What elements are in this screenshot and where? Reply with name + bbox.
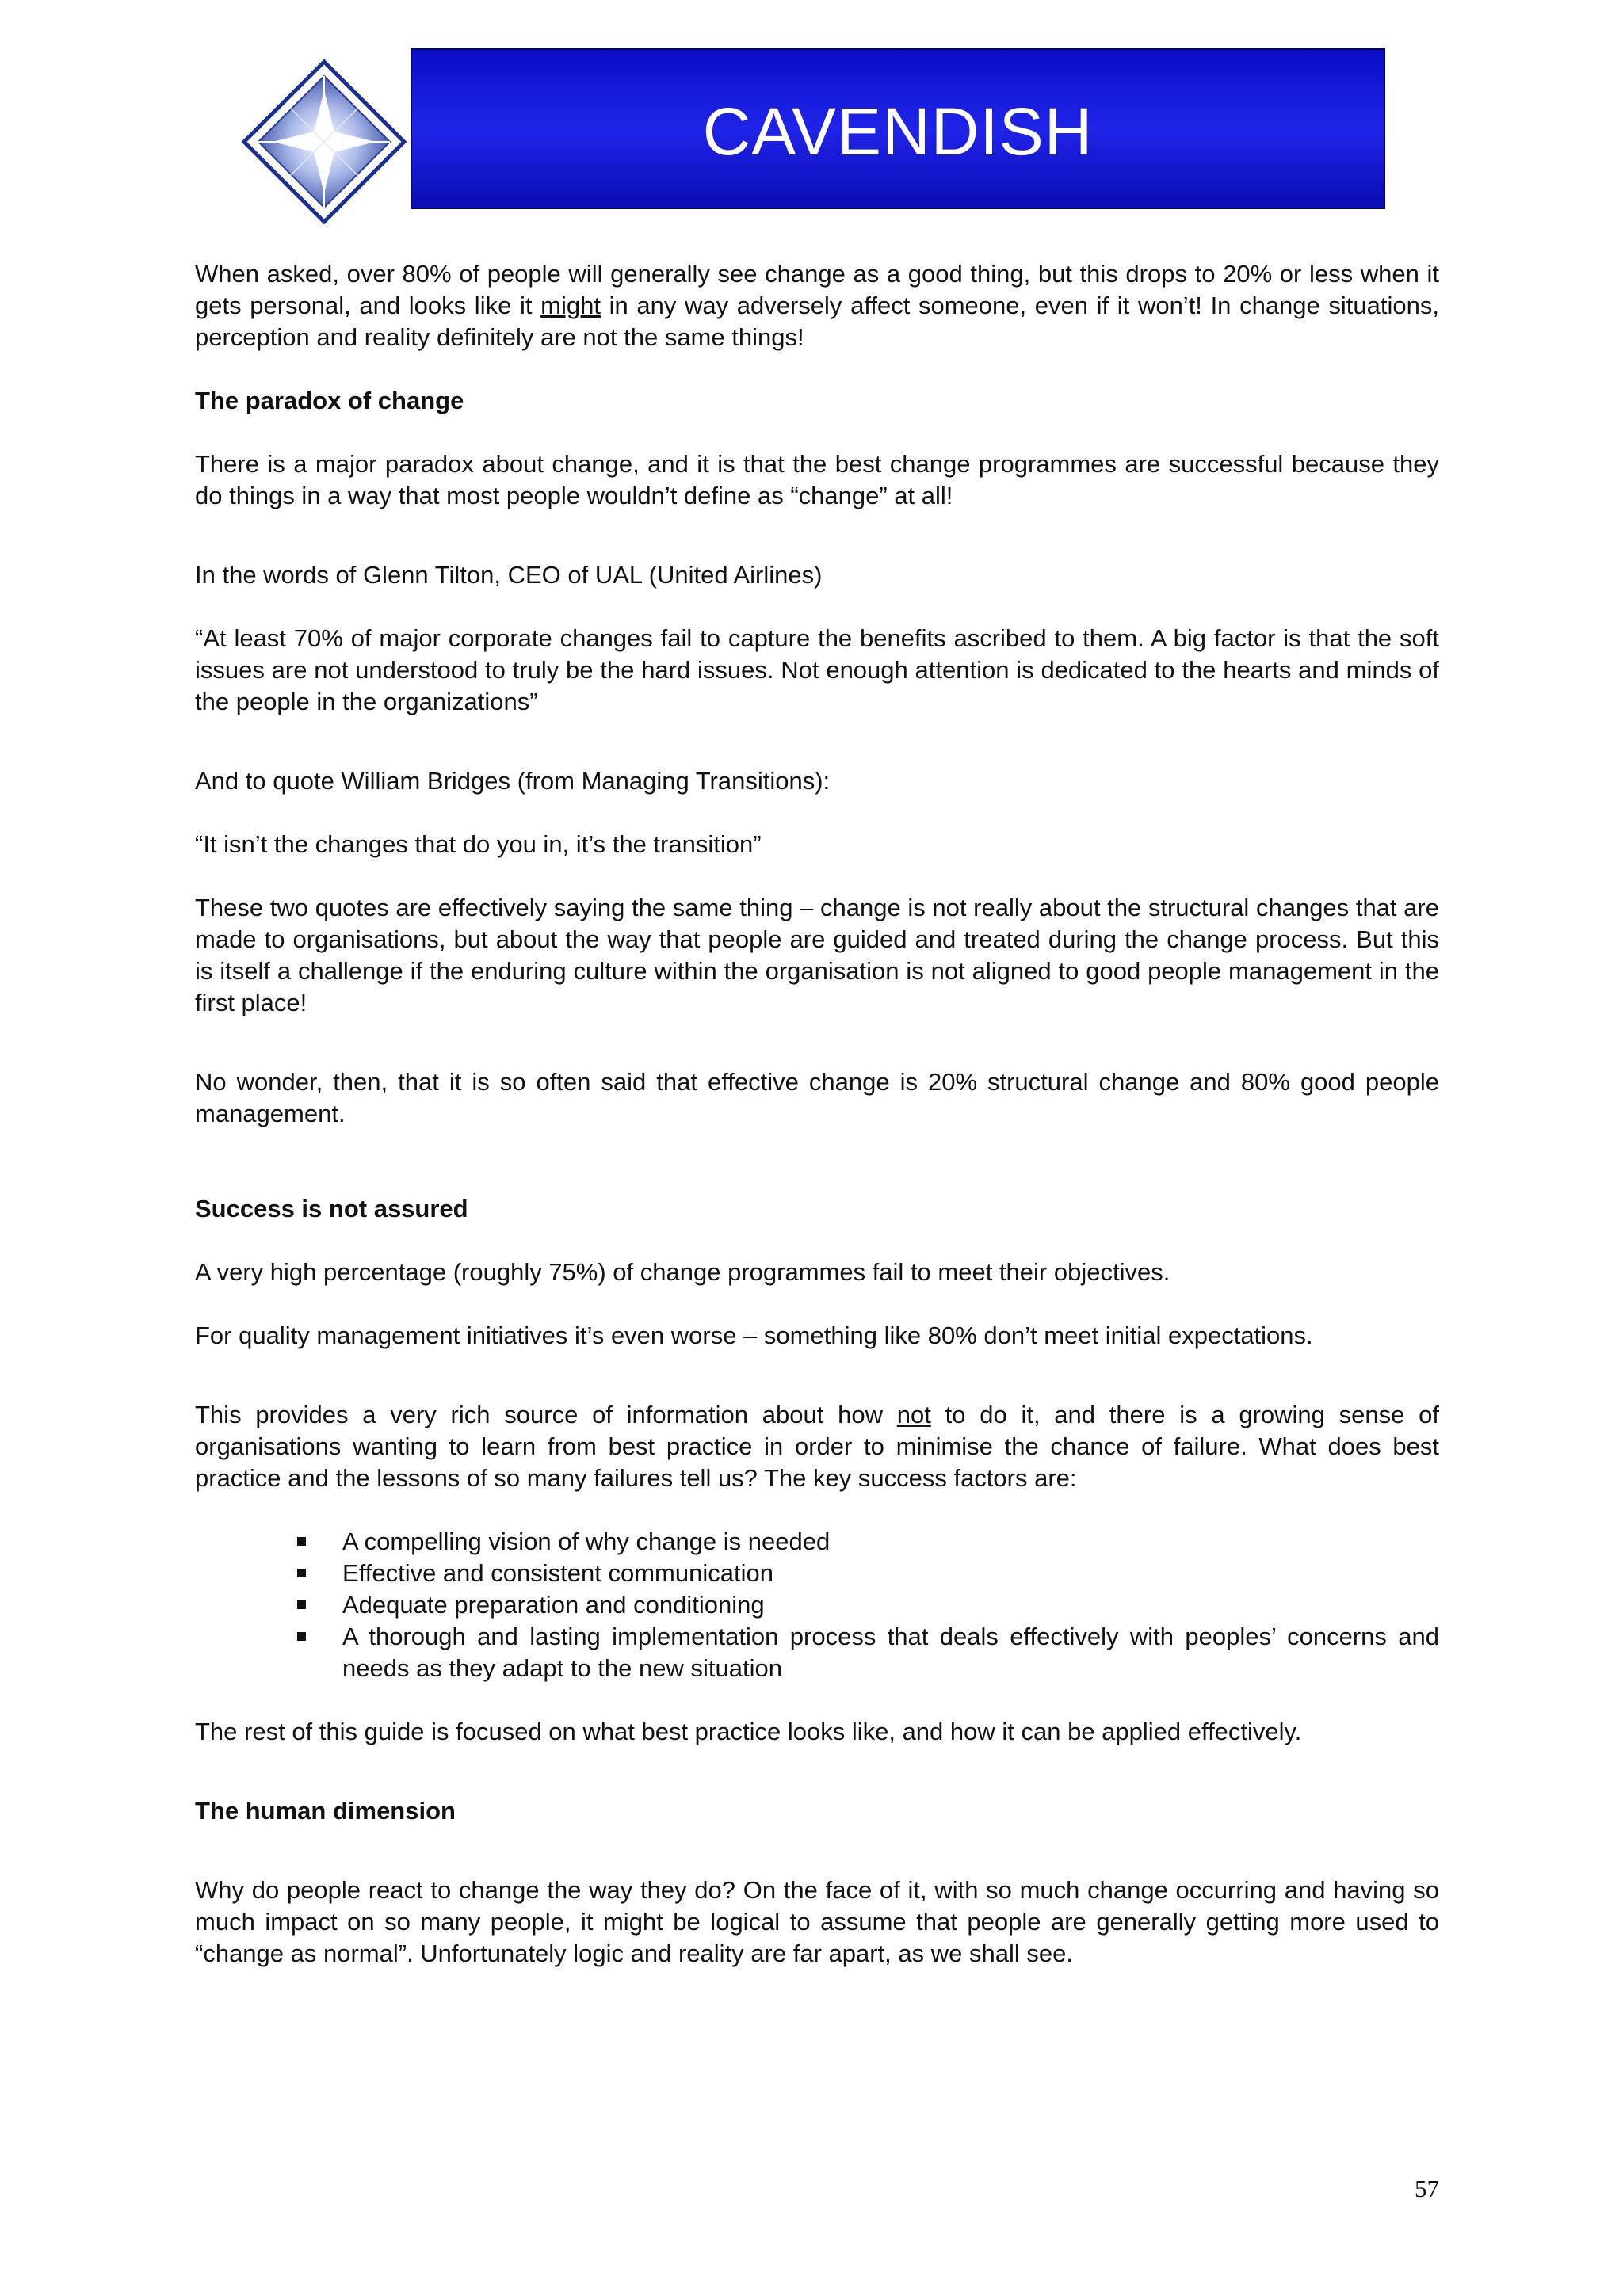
heading-human: The human dimension	[195, 1797, 456, 1825]
best-practice-paragraph: The rest of this guide is focused on what best practice looks like, and how it can be applied effectively.	[195, 1718, 1302, 1745]
success-text-1: This provides a very rich source of information about how	[195, 1401, 897, 1428]
intro-text-2: in any way adversely affect someone, even if it won’t! In change situations, perception and reality definitely are not the same things!	[195, 292, 1439, 351]
success-paragraph-2: For quality management initiatives it’s even worse – something like 80% don’t meet initial expectations.	[195, 1322, 1313, 1349]
list-item: Effective and consistent communication	[342, 1558, 1439, 1589]
page-number: 57	[1415, 2175, 1439, 2203]
paradox-paragraph: There is a major paradox about change, and it is that the best change programmes are successful because they do things in a way that most people wouldn’t define as “change” at all!	[195, 450, 1439, 509]
no-wonder-paragraph: No wonder, then, that it is so often said that effective change is 20% structural change and 80% good people management.	[195, 1068, 1439, 1127]
heading-success: Success is not assured	[195, 1195, 468, 1222]
bridges-quote: “It isn’t the changes that do you in, it’s the transition”	[195, 830, 762, 858]
quotes-paragraph: These two quotes are effectively saying the same thing – change is not really about the structural changes that are made to organisations, but about the way that people are guided and treated during the change process. But this is itself a challenge if the enduring culture within the organisation is not aligned to good people management in the first place!	[195, 894, 1439, 1016]
brand-banner	[411, 48, 1385, 209]
page-content	[195, 258, 1439, 1970]
key-success-factors	[195, 1526, 1439, 1684]
tilton-quote: “At least 70% of major corporate changes fail to capture the benefits ascribed to them. A big factor is that the soft issues are not understood to truly be the hard issues. Not enough attention is dedicated to the hearts and minds of the people in the organizations”	[195, 624, 1439, 715]
success-emphasis: not	[896, 1401, 931, 1428]
success-paragraph-3	[195, 1399, 1439, 1494]
success-text-2: to do it, and there is a growing sense of organisations wanting to learn from best practice in order to minimise the chance of failure. What does best practice and the lessons of so many failures tell us? The key success factors are:	[195, 1401, 1439, 1492]
heading-paradox: The paradox of change	[195, 387, 464, 414]
list-item: A compelling vision of why change is needed	[342, 1526, 1439, 1558]
tilton-intro: In the words of Glenn Tilton, CEO of UAL (United Airlines)	[195, 561, 823, 589]
brand-title: CAVENDISH	[702, 94, 1094, 169]
intro-paragraph	[195, 258, 1439, 353]
list-item: Adequate preparation and conditioning	[342, 1589, 1439, 1621]
list-item: A thorough and lasting implementation process that deals effectively with peoples’ concerns and needs as they adapt to the new situation	[342, 1621, 1439, 1684]
intro-emphasis: might	[540, 292, 601, 319]
diamond-logo	[241, 59, 407, 225]
human-paragraph: Why do people react to change the way they do? On the face of it, with so much change occurring and having so much impact on so many people, it might be logical to assume that people are generally getting more used to “change as normal”. Unfortunately logic and reality are far apart, as we shall see.	[195, 1876, 1439, 1967]
intro-text-1: When asked, over 80% of people will generally see change as a good thing, but this drops to 20% or less when it gets personal, and looks like it	[195, 260, 1439, 319]
bridges-intro: And to quote William Bridges (from Managing Transitions):	[195, 767, 831, 795]
success-paragraph-1: A very high percentage (roughly 75%) of change programmes fail to meet their objectives.	[195, 1258, 1170, 1286]
